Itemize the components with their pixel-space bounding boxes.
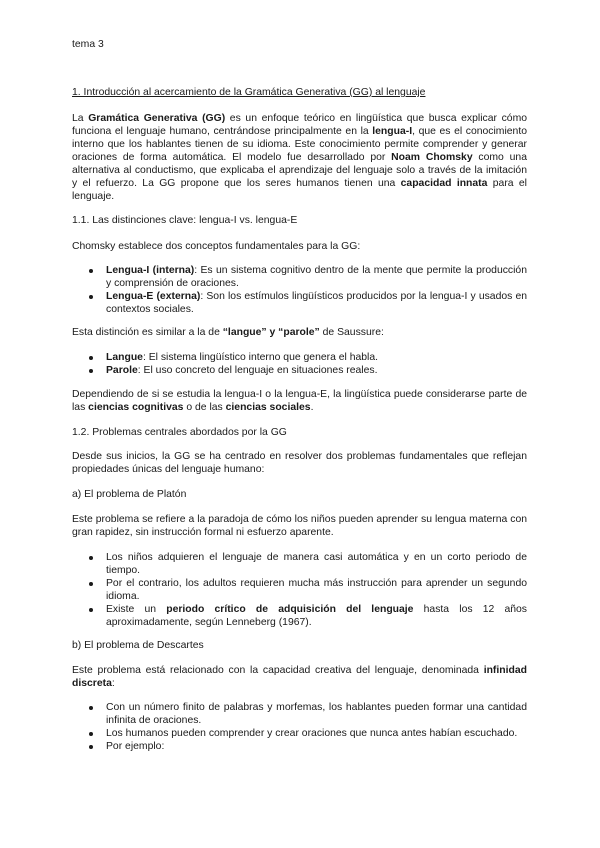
platon-title: a) El problema de Platón bbox=[72, 489, 187, 500]
saussure-paragraph: Esta distinción es similar a la de “langue” y “parole” de Saussure: bbox=[72, 327, 384, 338]
descartes-title: b) El problema de Descartes bbox=[72, 640, 204, 651]
intro-paragraph: La Gramática Generativa (GG) es un enfoque teórico en lingüística que busca explicar cómo funciona el lenguaje humano, centrándose principalmente en la lengua-I, que es el conocimiento interno que los hablantes tienen de su idioma. Este conocimiento permite comprender y generar oraciones de forma automática. El modelo fue desarrollado por Noam Chomsky como una alternativa al conductismo, que explicaba el aprendizaje del lenguaje solo a través de la imitación y el refuerzo. La GG propone que los seres humanos tienen una capacidad innata para el lenguaje. bbox=[72, 113, 527, 202]
section-1-1-title: 1.1. Las distinciones clave: lengua-I vs. lengua-E bbox=[72, 215, 298, 226]
list-item: Parole: El uso concreto del lenguaje en situaciones reales. bbox=[72, 364, 527, 377]
platon-list bbox=[72, 551, 527, 629]
ciencias-paragraph: Dependiendo de si se estudia la lengua-I o la lengua-E, la lingüística puede considerarse parte de las ciencias cognitivas o de las ciencias sociales. bbox=[72, 389, 527, 413]
platon-description: Este problema se refiere a la paradoja de cómo los niños pueden aprender su lengua materna con gran rapidez, sin instrucción formal ni esfuerzo aparente. bbox=[72, 514, 527, 538]
list-item: Por ejemplo: bbox=[72, 740, 527, 753]
list-item: Langue: El sistema lingüístico interno que genera el habla. bbox=[72, 351, 527, 364]
section-1-2-title: 1.2. Problemas centrales abordados por la GG bbox=[72, 427, 287, 438]
list-item: Con un número finito de palabras y morfemas, los hablantes pueden formar una cantidad infinita de oraciones. bbox=[72, 701, 527, 727]
descartes-list bbox=[72, 701, 527, 753]
langue-parole-list bbox=[72, 351, 527, 377]
descartes-description: Este problema está relacionado con la capacidad creativa del lenguaje, denominada infinidad discreta: bbox=[72, 665, 527, 689]
lengua-list bbox=[72, 264, 527, 316]
list-item: Existe un periodo crítico de adquisición del lenguaje hasta los 12 años aproximadamente, según Lenneberg (1967). bbox=[72, 603, 527, 629]
section-1-title: 1. Introducción al acercamiento de la Gramática Generativa (GG) al lenguaje bbox=[72, 87, 426, 98]
list-item: Lengua-E (externa): Son los estímulos lingüísticos producidos por la lengua-I y usados en contextos sociales. bbox=[72, 290, 527, 316]
list-item: Lengua-I (interna): Es un sistema cognitivo dentro de la mente que permite la producción y comprensión de oraciones. bbox=[72, 264, 527, 290]
page-header: tema 3 bbox=[72, 39, 104, 50]
list-item: Los niños adquieren el lenguaje de manera casi automática y en un corto periodo de tiempo. bbox=[72, 551, 527, 577]
list-item: Por el contrario, los adultos requieren mucha más instrucción para aprender un segundo idioma. bbox=[72, 577, 527, 603]
section-1-2-lead: Desde sus inicios, la GG se ha centrado en resolver dos problemas fundamentales que reflejan propiedades únicas del lenguaje humano: bbox=[72, 451, 527, 475]
list-item: Los humanos pueden comprender y crear oraciones que nunca antes habían escuchado. bbox=[72, 727, 527, 740]
section-1-1-lead: Chomsky establece dos conceptos fundamentales para la GG: bbox=[72, 241, 361, 252]
